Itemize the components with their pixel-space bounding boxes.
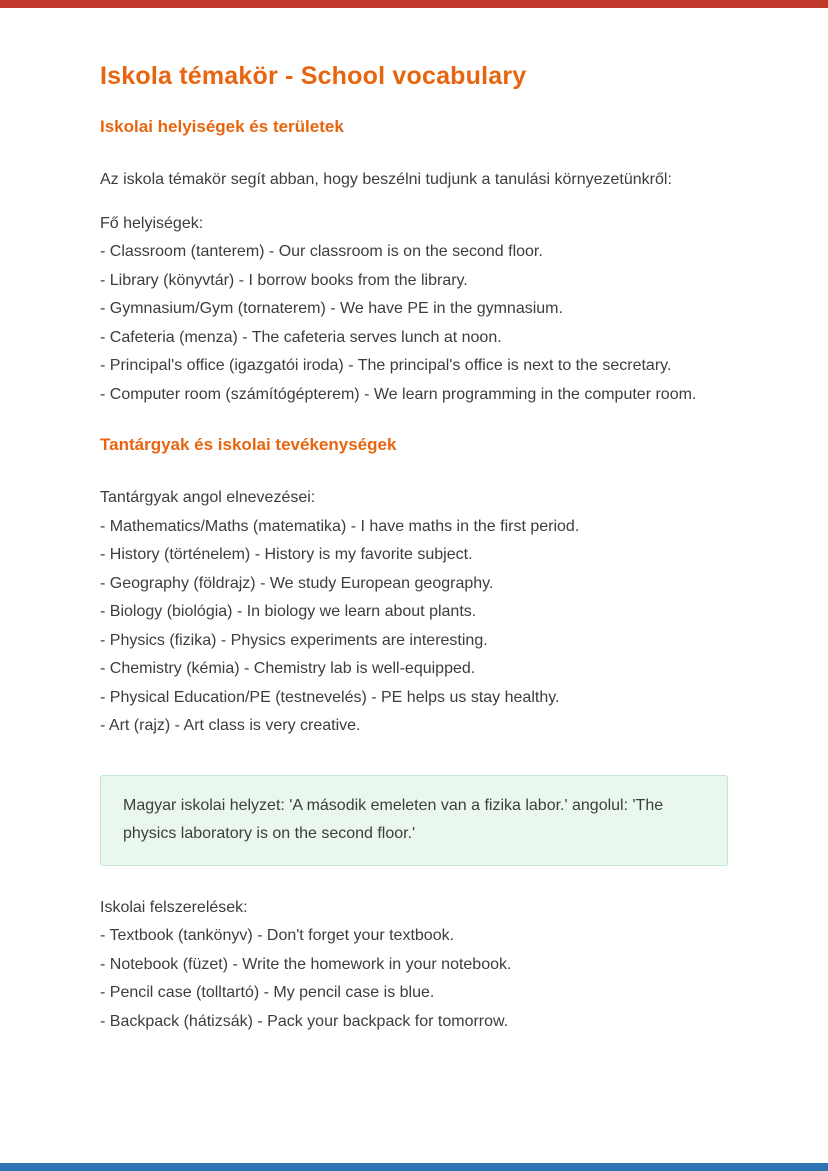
subjects-list xyxy=(100,484,728,741)
list-item: - Physical Education/PE (testnevelés) - PE helps us stay healthy. xyxy=(100,688,560,706)
list-item: - Geography (földrajz) - We study European geography. xyxy=(100,574,494,592)
list-item: - Pencil case (tolltartó) - My pencil case is blue. xyxy=(100,984,435,1001)
callout-text: Magyar iskolai helyzet: 'A második emeleten van a fizika labor.' angolul: 'The physics laboratory is on the second floor.' xyxy=(123,796,664,842)
list-item: - Chemistry (kémia) - Chemistry lab is well-equipped. xyxy=(100,660,476,677)
list-item: - Library (könyvtár) - I borrow books from the library. xyxy=(100,271,468,289)
list-item: - Principal's office (igazgatói iroda) - The principal's office is next to the secretary. xyxy=(100,357,672,374)
list-item: - Backpack (hátizsák) - Pack your backpack for tomorrow. xyxy=(100,1012,509,1030)
list-item: - History (történelem) - History is my favorite subject. xyxy=(100,546,473,563)
list-title: Tantárgyak angol elnevezései: xyxy=(100,489,316,506)
list-item: - Art (rajz) - Art class is very creative. xyxy=(100,717,361,734)
section-heading-rooms: Iskolai helyiségek és területek xyxy=(100,117,344,136)
example-callout-box xyxy=(100,775,728,866)
list-item: - Biology (biológia) - In biology we learn about plants. xyxy=(100,603,477,620)
list-item: - Mathematics/Maths (matematika) - I have maths in the first period. xyxy=(100,517,580,535)
list-item: - Textbook (tankönyv) - Don't forget your textbook. xyxy=(100,927,455,944)
list-title: Fő helyiségek: xyxy=(100,214,204,232)
list-item: - Cafeteria (menza) - The cafeteria serves lunch at noon. xyxy=(100,328,502,346)
list-item: - Gymnasium/Gym (tornaterem) - We have PE in the gymnasium. xyxy=(100,300,563,317)
section-intro: Az iskola témakör segít abban, hogy beszélni tudjunk a tanulási környezetünkről: xyxy=(100,171,672,188)
list-item: - Physics (fizika) - Physics experiments are interesting. xyxy=(100,631,488,649)
page-title: Iskola témakör - School vocabulary xyxy=(100,62,527,90)
equipment-list xyxy=(100,894,728,1037)
list-item: - Classroom (tanterem) - Our classroom is on the second floor. xyxy=(100,243,543,260)
list-item: - Computer room (számítógépterem) - We learn programming in the computer room. xyxy=(100,385,697,403)
bottom-accent-bar xyxy=(0,1163,828,1171)
section-heading-subjects: Tantárgyak és iskolai tevékenységek xyxy=(100,435,397,454)
list-title: Iskolai felszerelések: xyxy=(100,898,248,916)
list-item: - Notebook (füzet) - Write the homework in your notebook. xyxy=(100,955,512,973)
top-accent-bar xyxy=(0,0,828,8)
rooms-list xyxy=(100,210,728,410)
